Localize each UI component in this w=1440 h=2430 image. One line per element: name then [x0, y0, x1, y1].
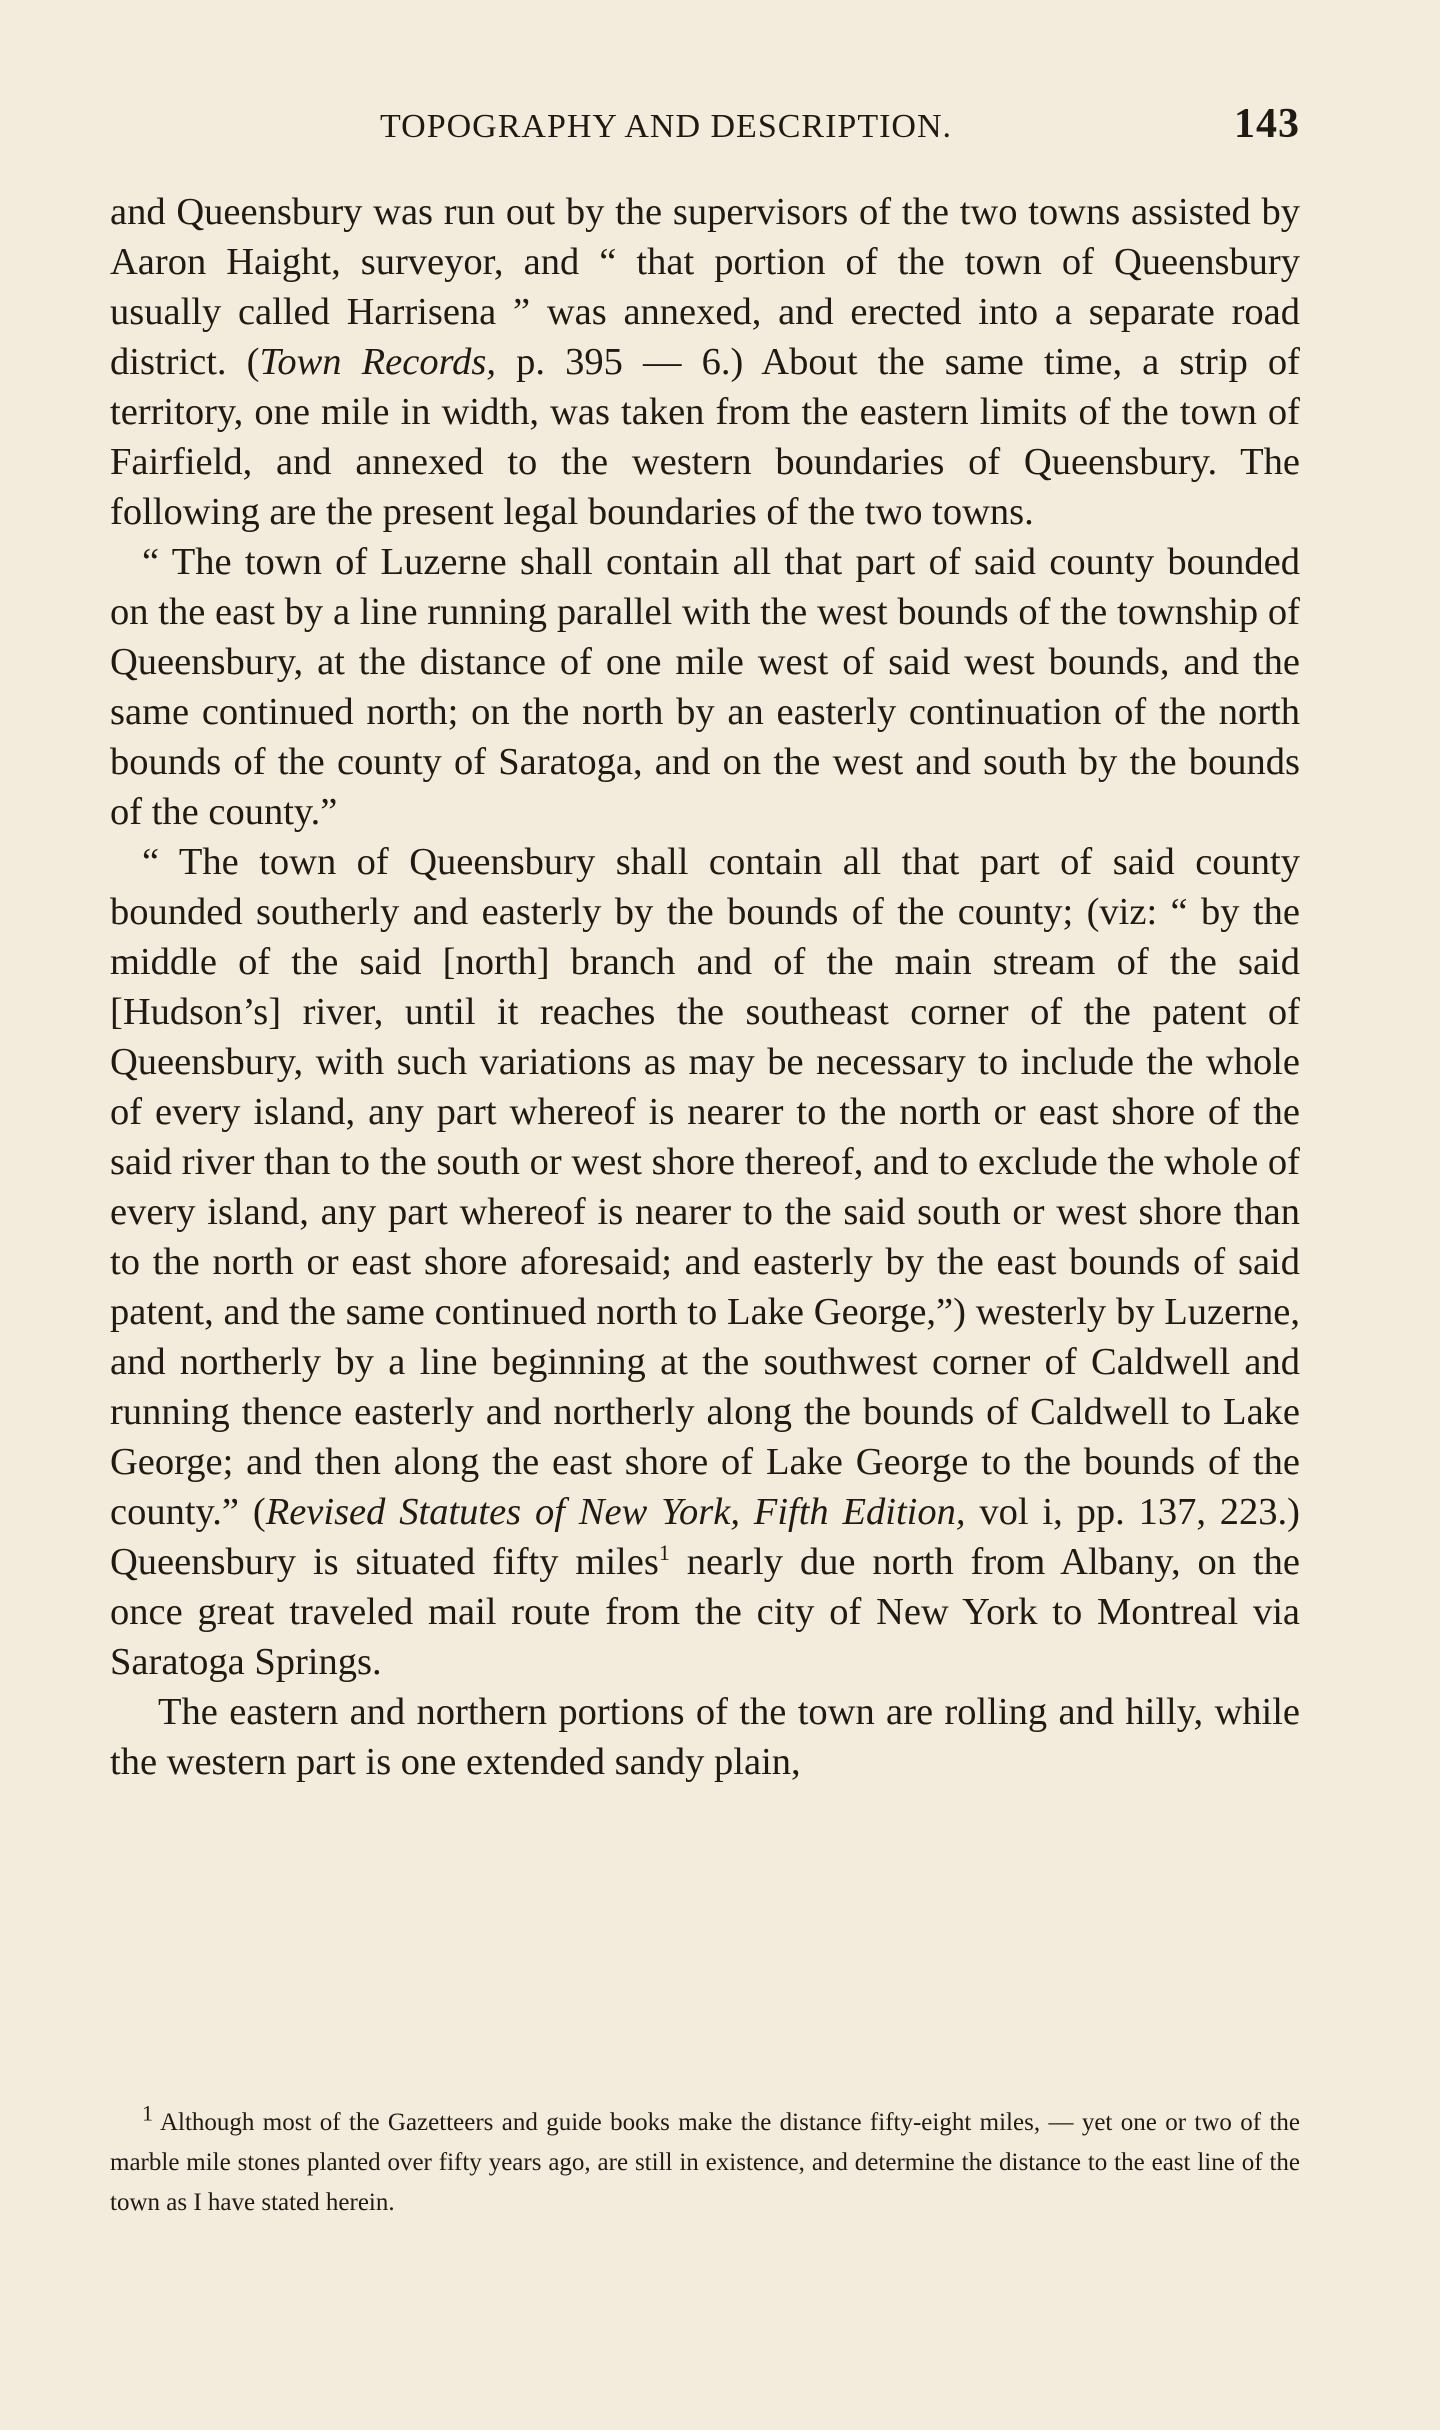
paragraph-4: The eastern and northern portions of the town are rolling and hilly, while the western part is one extended sandy plain,: [110, 1691, 1300, 1783]
paragraph-1-text-b: p. 395 — 6.) About the same time, a strip of territory, one mile in width, was taken from the eastern limits of the town of Fairfield, and annexed to the western boundaries of Queensbury. The following are the present legal boundaries of the two towns.: [110, 341, 1301, 533]
body-text: [110, 187, 1300, 1787]
paragraph-3-text-a: “ The town of Queensbury shall contain all that part of said county bounded southerly and easterly by the bounds of the county; (viz: “ by the middle of the said [north] branch and of the main stream of the said [Hudson’s] river, until it reaches the southeast corner of the patent of Queensbury, with such variations as may be necessary to include the whole of every island, any part whereof is nearer to the north or east shore of the said river than to the south or west shore thereof, and to exclude the whole of every island, any part whereof is nearer to the said south or west shore than to the north or east shore aforesaid; and easterly by the east bounds of said patent, and the same continued north to Lake George,”) westerly by Luzerne, and northerly by a line beginning at the southwest corner of Caldwell and running thence easterly and northerly along the bounds of Caldwell to Lake George; and then along the east shore of Lake George to the bounds of the county.” (: [110, 841, 1300, 1533]
paragraph-3-text-c: nearly due north from Albany, on the once great traveled mail route from the city of New York to Montreal via Saratoga Springs.: [110, 1541, 1301, 1683]
citation-town-records: Town Records,: [259, 341, 497, 383]
paragraph-1: [110, 187, 1300, 537]
paragraph-luzerne-boundary: “ The town of Luzerne shall contain all that part of said county bounded on the east by a line running parallel with the west bounds of the township of Queensbury, at the distance of one mile west of said west bounds, and the same continued north; on the north by an easterly continuation of the north bounds of the county of Saratoga, and on the west and south by the bounds of the county.”: [110, 541, 1300, 833]
paragraph-1-text-a: and Queensbury was run out by the supervisors of the two towns assisted by Aaron Haight, surveyor, and “ that portion of the town of Queensbury usually called Harrisena ” was annexed, and erected into a separate road district. (: [110, 191, 1300, 383]
footnote: [110, 2100, 1300, 2223]
paragraph-3-text-b: vol i, pp. 137, 223.) Queensbury is situated fifty miles: [110, 1491, 1300, 1583]
page-number: 143: [1234, 101, 1300, 147]
citation-revised-statutes: Revised Statutes of New York, Fifth Edition,: [265, 1491, 966, 1533]
running-title: TOPOGRAPHY AND DESCRIPTION.: [380, 108, 953, 145]
running-head: [380, 100, 1300, 160]
footnote-marker: 1: [142, 2100, 153, 2126]
footnote-reference: 1: [658, 1540, 670, 1566]
paragraph-queensbury-boundary: [110, 837, 1300, 1687]
footnote-text: Although most of the Gazetteers and guide books make the distance fifty-eight miles, — yet one or two of the marble mile stones planted over fifty years ago, are still in existence, and determine the distance to the east line of the town as I have stated herein.: [110, 2109, 1300, 2216]
